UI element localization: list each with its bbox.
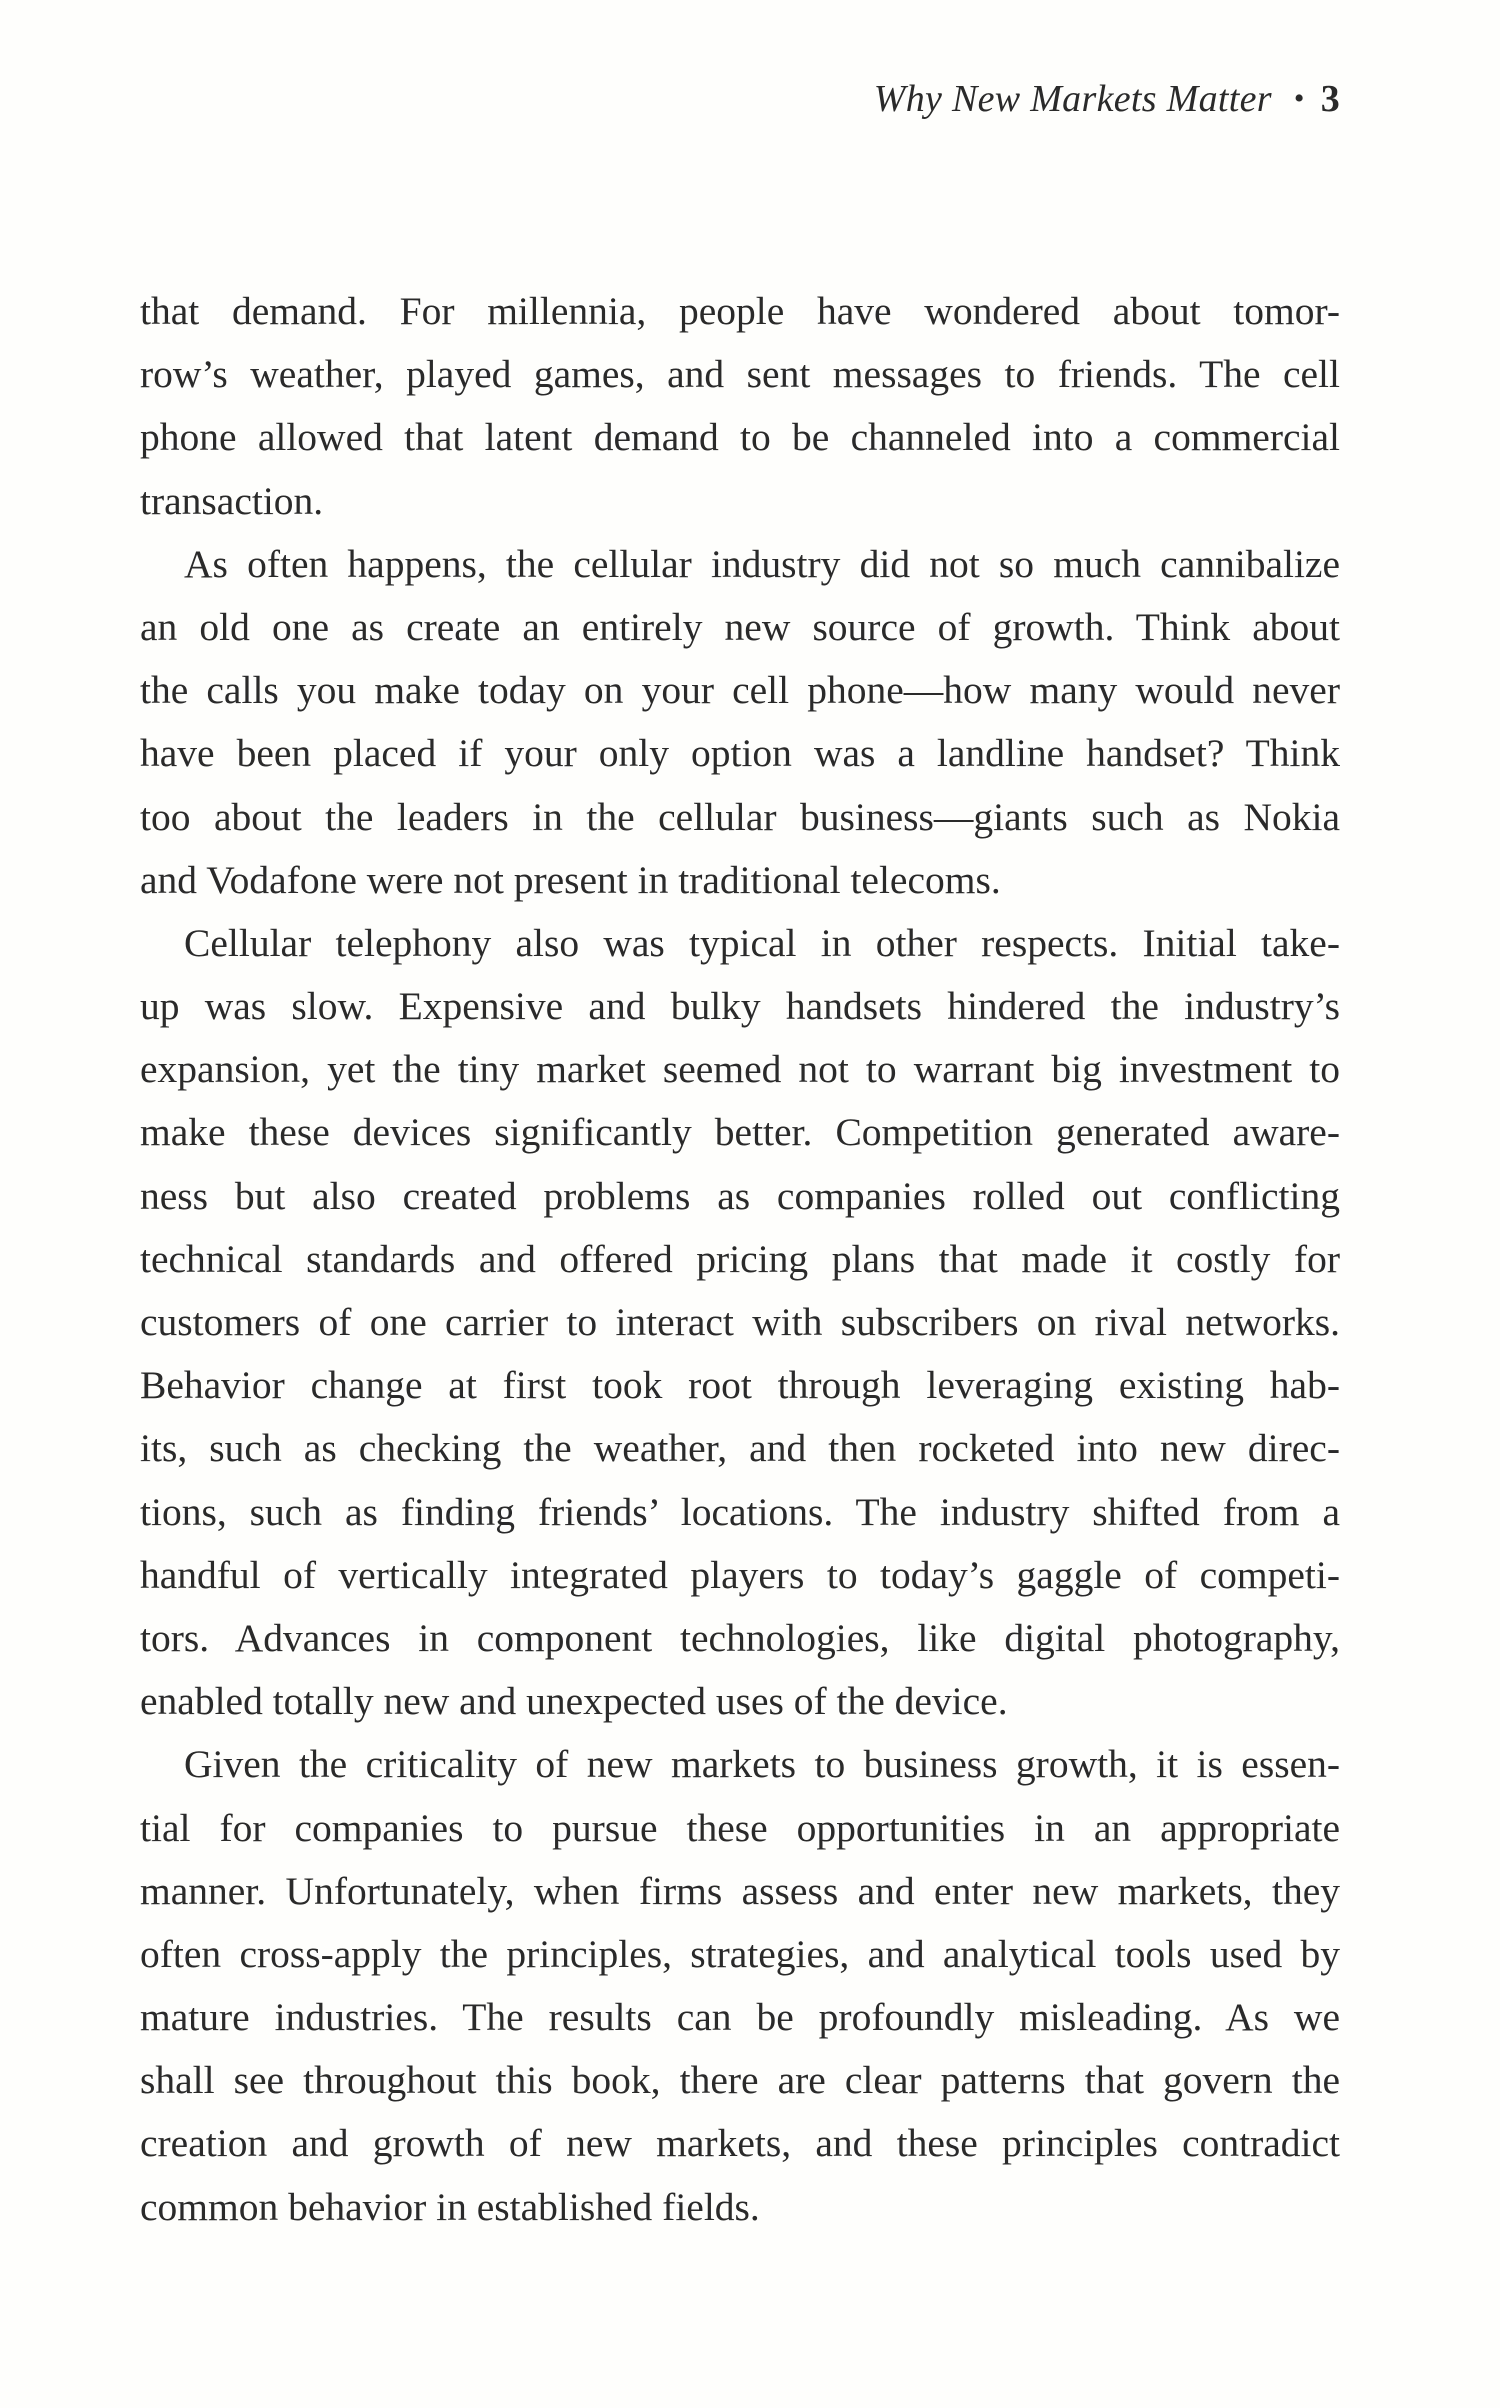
text-line: transaction.: [140, 478, 324, 523]
running-head-bullet: •: [1293, 82, 1305, 115]
paragraph: [140, 280, 1340, 533]
text-line: common behavior in established fields.: [140, 2184, 760, 2229]
text-line: creation and growth of new markets, and these principles contradict: [140, 2121, 1340, 2166]
paragraph: [140, 912, 1340, 1733]
running-head: [874, 74, 1340, 124]
paragraph: [140, 533, 1340, 912]
text-line: ness but also created problems as companies rolled out conflicting: [140, 1173, 1340, 1218]
text-line: and Vodafone were not present in traditional telecoms.: [140, 857, 1001, 902]
paragraph: [140, 1733, 1340, 2239]
text-line: have been placed if your only option was a landline handset? Think: [140, 731, 1340, 776]
text-line: row’s weather, played games, and sent messages to friends. The cell: [140, 352, 1340, 397]
text-line: expansion, yet the tiny market seemed not to warrant big investment to: [140, 1047, 1340, 1092]
text-line: make these devices significantly better. Competition generated aware-: [140, 1110, 1340, 1155]
text-line: handful of vertically integrated players to today’s gaggle of competi-: [140, 1552, 1340, 1597]
text-line: too about the leaders in the cellular business—giants such as Nokia: [140, 794, 1340, 839]
text-line: customers of one carrier to interact with subscribers on rival networks.: [140, 1300, 1340, 1344]
text-line: its, such as checking the weather, and then rocketed into new direc-: [140, 1426, 1340, 1471]
text-line: phone allowed that latent demand to be channeled into a commercial: [140, 415, 1340, 460]
text-line: shall see throughout this book, there are clear patterns that govern the: [140, 2058, 1340, 2103]
text-line: often cross-apply the principles, strategies, and analytical tools used by: [140, 1931, 1340, 1976]
text-line: technical standards and offered pricing plans that made it costly for: [140, 1236, 1340, 1281]
page-number: 3: [1320, 78, 1340, 120]
text-line: up was slow. Expensive and bulky handsets hindered the industry’s: [140, 984, 1340, 1029]
text-line: manner. Unfortunately, when firms assess and enter new markets, they: [140, 1868, 1340, 1913]
text-line: tions, such as finding friends’ locations. The industry shifted from a: [140, 1489, 1340, 1534]
body-text: [140, 280, 1340, 2239]
text-line: that demand. For millennia, people have wondered about tomor-: [140, 289, 1340, 333]
text-line: tial for companies to pursue these opportunities in an appropriate: [140, 1805, 1340, 1850]
text-line: the calls you make today on your cell phone—how many would never: [140, 668, 1340, 713]
text-line: an old one as create an entirely new source of growth. Think about: [140, 604, 1340, 649]
text-line: tors. Advances in component technologies, like digital photography,: [140, 1615, 1340, 1660]
text-line: Behavior change at first took root through leveraging existing hab-: [140, 1363, 1340, 1408]
text-line: Given the criticality of new markets to business growth, it is essen-: [184, 1742, 1340, 1787]
text-line: As often happens, the cellular industry did not so much cannibalize: [184, 541, 1340, 586]
text-line: enabled totally new and unexpected uses of the device.: [140, 1679, 1008, 1724]
text-line: mature industries. The results can be profoundly misleading. As we: [140, 1995, 1340, 2040]
running-head-title: Why New Markets Matter: [873, 78, 1272, 120]
text-line: Cellular telephony also was typical in other respects. Initial take-: [184, 920, 1340, 965]
